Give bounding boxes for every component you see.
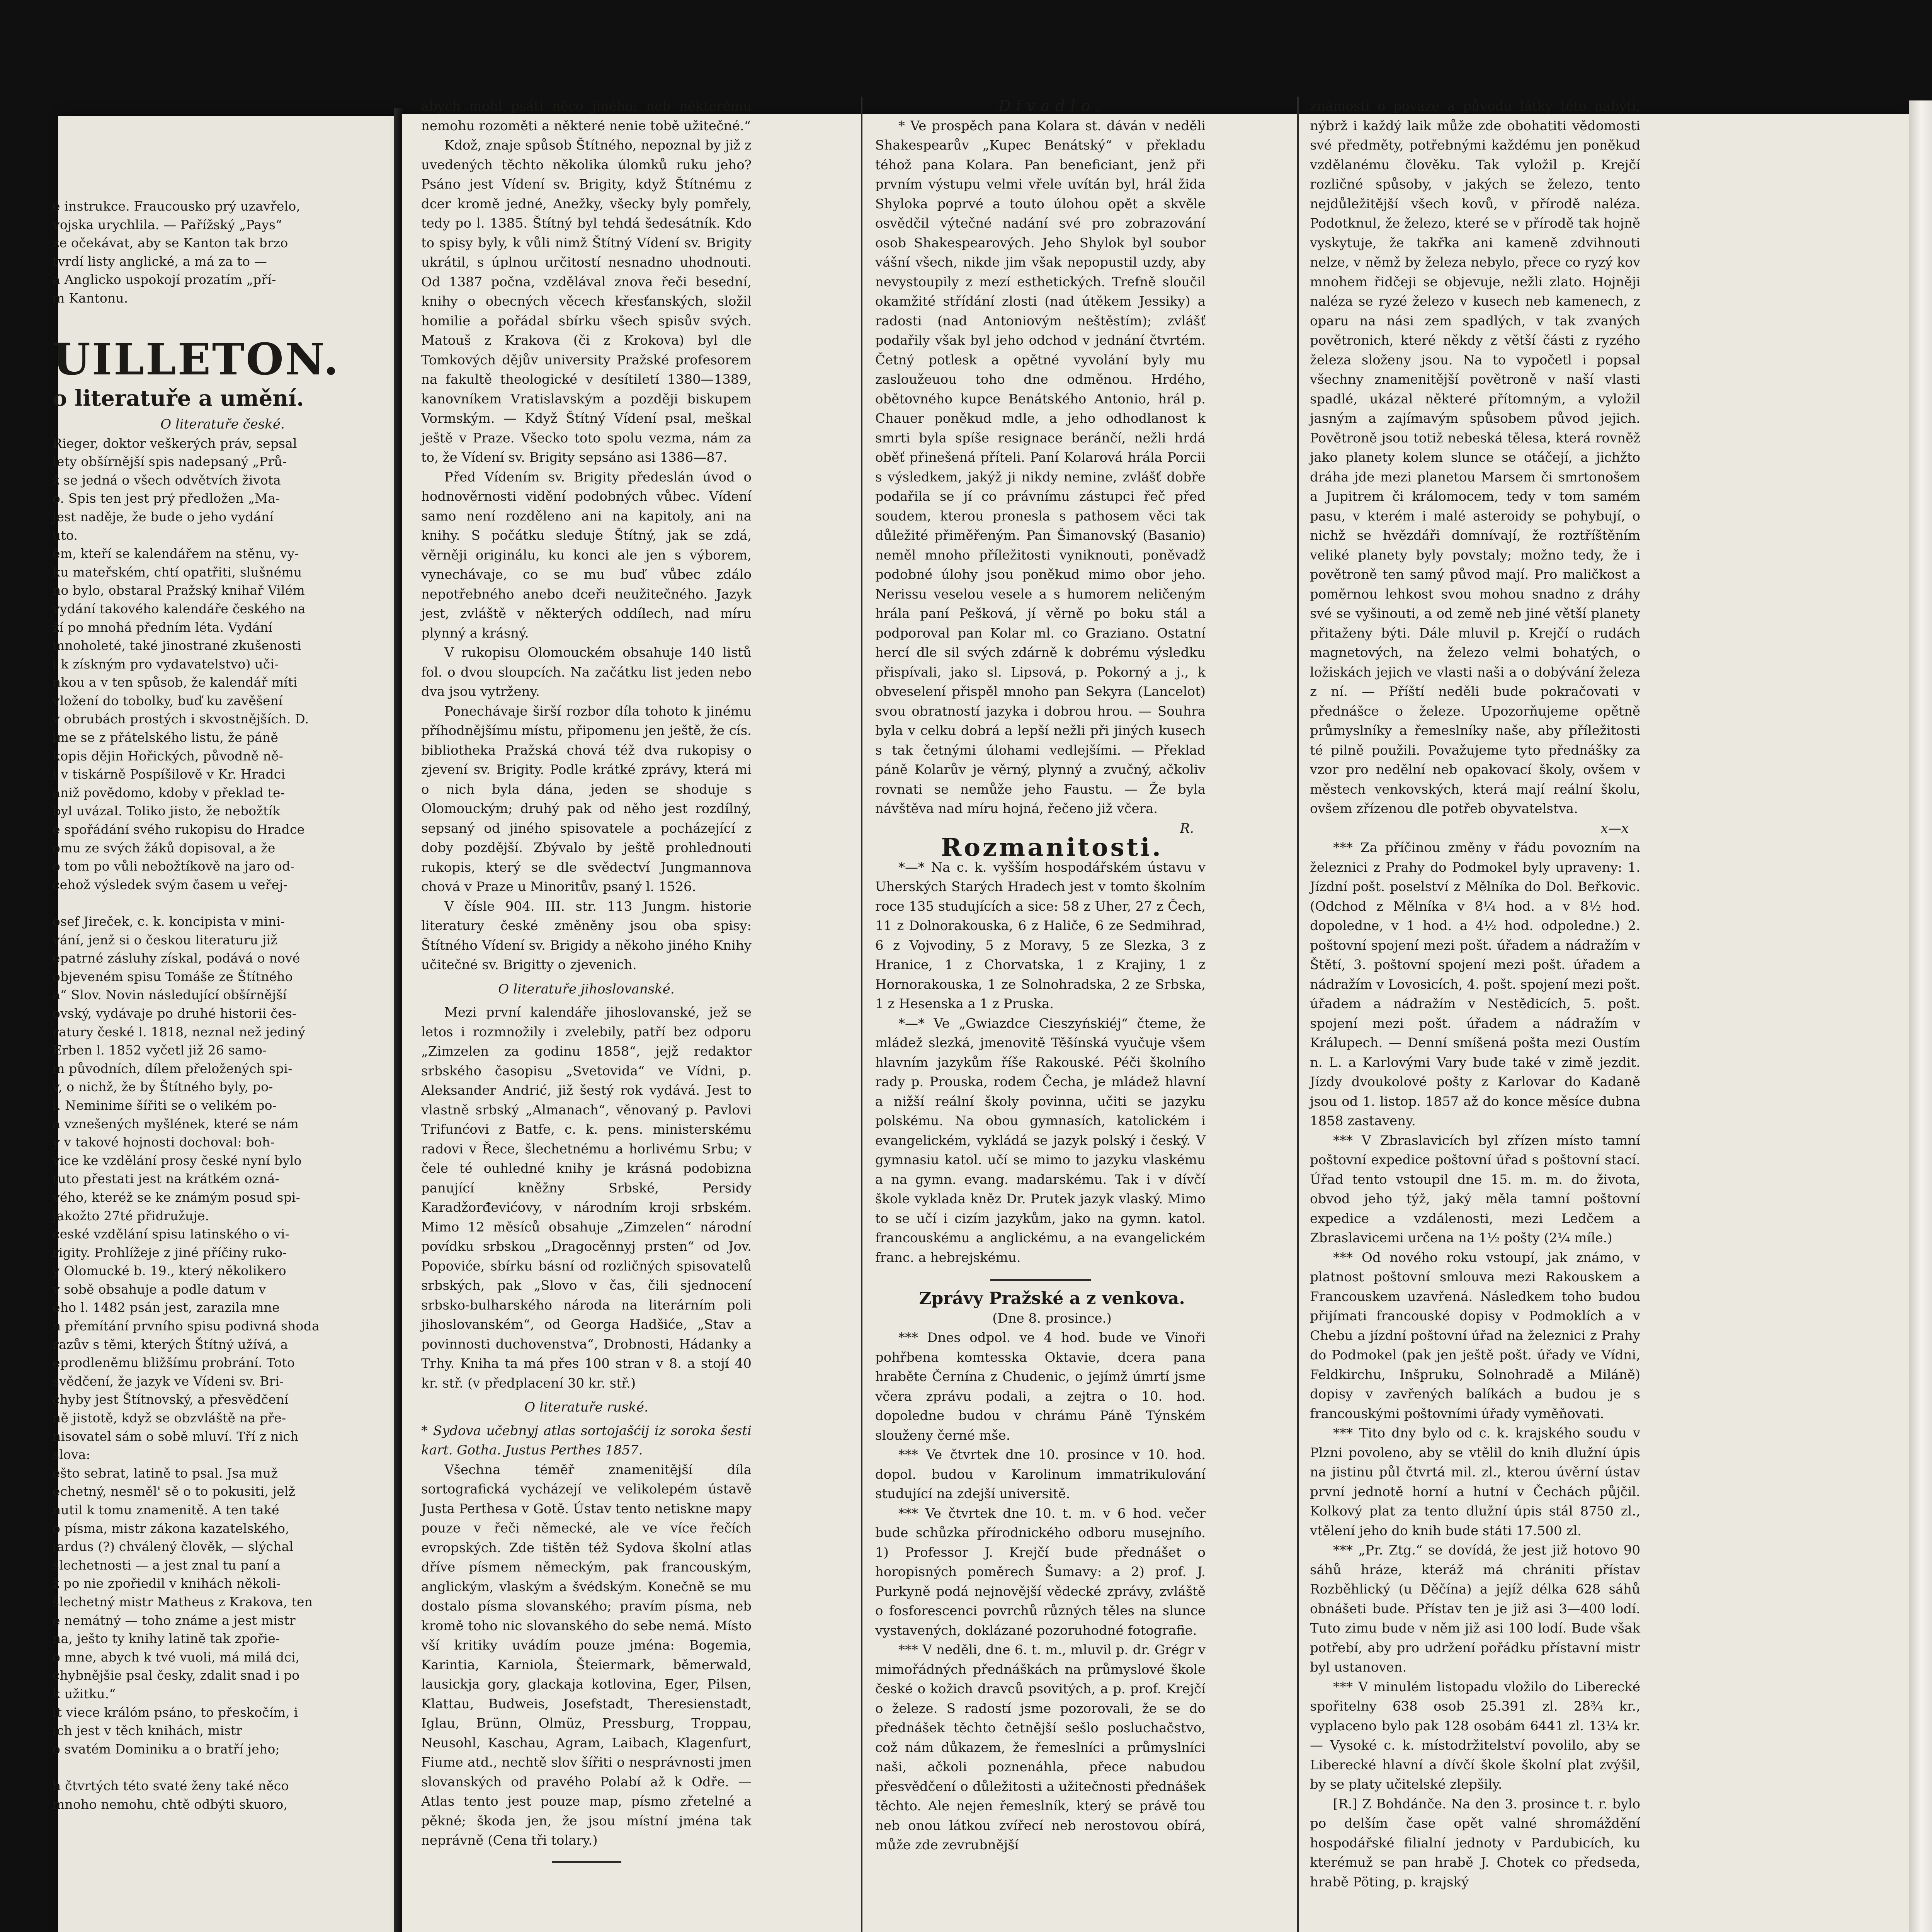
- text-line: rigity. Prohlížeje z jiné příčiny ruko-: [53, 1245, 287, 1260]
- text-line: tuto přestati jest na krátkém ozná-: [53, 1171, 279, 1187]
- text-line: a“ Slov. Novin následující obšírnější: [53, 987, 287, 1003]
- text-line: osef Jireček, c. k. koncipista v mini-: [53, 914, 285, 929]
- text-line: vydání takového kalendáře českého na: [53, 601, 306, 616]
- text-line: české vzdělání spisu latinského o vi-: [53, 1226, 289, 1242]
- text-line: y Olomucké b. 19., který několikero: [53, 1263, 286, 1279]
- text-line: [53, 1758, 393, 1777]
- paragraph: *** Ve čtvrtek dne 10. prosince v 10. hod. dopol. budou v Karolinum immatrikulování studující na zdejší universitě.: [875, 1447, 1206, 1502]
- paragraph: známosti o povaze a původu látky této nabýti, nýbrž i každý laik může zde obohatiti vědomosti své předměty, potřebnými každému jen poněkud vzdělanému člověku. Tak vyložil p. Krejčí rozličné spůsoby, v jakých se železo, tento nejdůležitější všech kovů, v přírodě naléza. Podotknul, že železo, které se v přírodě tak hojně vyskytuje, že takřka ani kameně zdvihnouti nelze, v němž by železa nebylo, přece co ryzý kov mnohem řidčeji se objevuje, nežli zlato. Hojněji naléza se ryzé železo v kusech neb kamenech, z oparu na nási zem spadlých, v tak zvaných povětronich, které někdy z větší části z ryzého železa složeny jsou. Na to vypočetl i popsal všechny znamenitější povětroně v naší vlasti spadlé, ukázal některé přítomným, a vyložil jasným a zajímavým spůsobem původ jejich. Povětroně jsou totiž nebeská tělesa, která rovněž jako planety kolem slunce se otáčejí, a jichžto dráha jde mezi planetou Marsem či smrtonošem a Jupitrem či králomocem, tedy v tom samém pasu, v kterém i malé asteroidy se pohybují, o nichž se hvězdáři domnívají, že roztříštěním veliké planety byly povstaly; možno tedy, že i povětroně ten samý původ mají. Pro maličkost a poměrnou lehkost svou mohou snadno z dráhy své se vyšinouti, a od země neb jiné větší planety přitaženy býti. Dále mluvil p. Krejčí o rudách magnetových, na železo velmi bohatých, o ložiskách jejich ve vlasti naši a o dobývání železa z ní. — Příští neděli bude pokračovati v přednášce o železe. Upozorňujeme opětně průmyslníky a řemeslníky naše, aby příležitosti té pilně použili. Považujeme tyto přednášky za vzor pro nedělní neb opakovací školy, ovšem v městech venkovských, která mají reální školu, ovšem zřízenou dle potřeb obyvatelstva.: [1310, 99, 1640, 816]
- text-line: eprodleněmu bližšímu probrání. Toto: [53, 1355, 295, 1371]
- text-line: svědčení, že jazyk ve Vídeni sv. Bri-: [53, 1373, 284, 1389]
- paragraph: *** Od nového roku vstoupí, jak známo, v platnost poštovní smlouva mezi Rakouskem a Francouskem uzavřená. Následkem toho budou přijímati francouské dopisy v Podmoklích a v Chebu a jízdní poštovní úřad na železnici z Prahy do Podmokel (pak jen ještě pošt. úřady ve Vídni, Feldkirchu, Inšpruku, Solnohradě a Miláně) dopisy v zavřených balíkách a budou je s francouskými poštovními úřady vyměňovati.: [1310, 1250, 1640, 1422]
- text-line: a Anglicko uspokojí prozatím „pří-: [53, 272, 276, 287]
- text-line: ratury české l. 1818, neznal než jediný: [53, 1024, 306, 1039]
- column-3-paragraphs: [1310, 97, 1640, 819]
- text-line: vého, kteréž se ke známým posud spi-: [53, 1189, 300, 1205]
- text-line: razův s těmi, kterých Štítný užívá, a: [53, 1337, 288, 1352]
- paragraph: *** Dnes odpol. ve 4 hod. bude ve Vinoři pohřbena komtesska Oktavie, dcera pana hraběte Černína z Chudenic, o jejímž úmrtí jsme včera zprávu podali, a zejtra o 10. hod. dopoledne budou v chrámu Páně Týnském slouženy černé mše.: [875, 1330, 1206, 1443]
- text-line: v, o nichž, že by Štítného byly, po-: [53, 1079, 273, 1095]
- text-line: lety obšírnější spis nadepsaný „Prů-: [53, 454, 287, 469]
- text-line: n přemítání prvního spisu podivná shoda: [53, 1318, 320, 1334]
- text-line: echetný, nesměl' sě o to pokusiti, jelž: [53, 1484, 296, 1499]
- paragraph: Před Vídením sv. Brigity předeslán úvod o hodnověrnosti vidění podobných vůbec. Vídení samo není rozděleno ani na kapitoly, ani na knihy. S počátku sleduje Štítný, jak se zdá, věrněji originálu, ku konci ale jen s výborem, vynechávaje, co se mu buď vůbec zdálo nepotřebného anebo dceři neužitečného. Jazyk jest, zvláště v některých oddílech, nad míru plynný a krásný.: [421, 469, 752, 641]
- text-line: m původních, dílem přeložených spi-: [53, 1061, 293, 1076]
- column-1-section-2: [421, 1003, 752, 1393]
- column-3-signature: x—x: [1600, 820, 1629, 836]
- paragraph: *** V Zbraslavicích byl zřízen místo tamní poštovní expedice poštovní úřad s poštovní stací. Úřad tento vstoupil dne 15. m. m. do života, obvod jeho týž, jaký měla tamní poštovní expedice a vzdálenosti, mezi Ledčem a Zbraslavicemi určena na 1½ pošty (2¼ míle.): [1310, 1133, 1640, 1246]
- left-page-text: [53, 197, 393, 1813]
- paragraph: * Ve prospěch pana Kolara st. dáván v neděli Shakespearův „Kupec Benátský“ v překladu téhož pana Kolara. Pan beneficiant, jenž při prvním výstupu velmi vřele uvítán byl, hrál žida Shyloka poprvé a touto úlohou opět a skvěle osvědčil výtečné nadání své pro zobrazování osob Shakespearových. Jeho Shylok byl soubor vášní všech, nikde jim však nepopustil uzdy, aby nevystoupily z mezí esthetických. Trefně sloučil okamžité střídání zlosti (nad útěkem Jessiky) a radosti (nad Antoniovým neštěstím); zvlášť podařily však byl jeho odchod v jednání čtvrtém. Četný potlesk a opětné vyvolání byly mu zasloužeuou toho dne odměnou. Hrdého, obětovného kupce Benátského Antonio, hrál p. Chauer poněkud mdle, a jeho odhodlanost k smrti byla spíše resignace beránčí, nežli hrdá oběť přinešená příteli. Paní Kolarová hrála Porcii s výsledkem, jakýž ji nikdy nemine, zvlášť dobře podařila se jí co právnímu zástupci řeč před soudem, kterou pronesla s pathosem věci tak důležité přiměřeným. Pan Šimanovský (Basanio) neměl mnoho příležitosti vyniknouti, poněvadž podobné úlohy jsou poněkud mimo obor jeho. Nerissu veselou vesele a s humorem neličeným hrála paní Pešková, jí věrně po boku stál a podporoval pan Kolar ml. co Graziano. Ostatní hercí dle sil svých zdárně k dobrému výsledku přispívali, jako sl. Lipsová, p. Pokorný a j., k obveselení přispěl mnoho pan Sekyra (Lancelot) svou obratností jazyka i dobrou hrou. — Souhra byla v celku dobrá a lepší nežli při jiných kusech s tak četnými úlohami vedlejšími. — Překlad páně Kolarův je věrný, plynný a zvučný, ačkoliv rovnati se nemůže jeho Faustu. — Že byla návštěva nad míru hojná, řečeno již včera.: [875, 118, 1206, 816]
- column-rule: [1297, 97, 1299, 1932]
- feuilleton-subheading: o literatuře a umění.: [53, 385, 304, 411]
- rozmanitosti-heading: Rozmanitosti.: [941, 833, 1163, 862]
- text-line: kopis dějin Hořických, původně ně-: [53, 748, 283, 764]
- text-line: it viece králóm psáno, to přeskočím, i: [53, 1704, 298, 1720]
- column-1: [421, 97, 752, 1932]
- paragraph: abych mohl psáti něco jiného; neb některému nemohu rozoměti a některé nenie tobě užitečné.“: [421, 99, 752, 134]
- text-line: uto.: [53, 527, 78, 543]
- paragraph: *** „Pr. Ztg.“ se dovídá, že jest již hotovo 90 sáhů hráze, kteráž má chrániti přístav Rozběhlický (u Děčína) a jejíž délka 628 sáhů obnášeti bude. Přístav ten je již asi 3—400 lodí. Tuto zimu bude v něm již asi 100 lodí. Bude však potřebí, aby pro udržení pořádku přístavní mistr byl ustanoven.: [1310, 1543, 1640, 1675]
- text-line: ich jest v těch knihách, mistr: [53, 1723, 242, 1738]
- text-line: na, ješto ty knihy latině tak zpořie-: [53, 1631, 280, 1646]
- left-top-lines: [53, 197, 393, 308]
- paragraph: Mezi první kalendáře jihoslovanské, jež se letos i rozmnožily i zvelebily, patří bez odporu „Zimzelen za godinu 1858“, jejž redaktor srbského časopisu „Svetovida“ ve Vídni, p. Aleksander Andrić, již šestý rok vydává. Jest to vlastně srbský „Almanach“, věnovaný p. Pavlovi Trifunćovi z Batfe, c. k. pens. ministerskému radovi v Řece, šlechetnému a horlivému Srbu; v čele té ouhledné knihy je krásná podobizna panující kněžny Srbské, Persidy Karadžorđevićovy, v národním kroji srbském. Mimo 12 měsíců obsahuje „Zimzelen“ národní povídku srbskou „Dragocěnnyj prsten“ od Jov. Popoviće, sbírku básní od rozličných spisovatelů srbských, pak „Slovo v čas, čili sjednocení srbsko-bulharského národa na literárním poli jihoslovanském“, od Georga Hadšiće, „Stav a povinnosti duchovenstva“, Drobnosti, Hádanky a Trhy. Kniha ta má přes 100 stran v 8. a stojí 40 kr. stř. (v předplacení 30 kr. stř.): [421, 1005, 752, 1391]
- left-page-fragment: [53, 116, 394, 1932]
- text-line: jest naděje, že bude o jeho vydání: [53, 509, 274, 524]
- text-line: h čtvrtých této svaté ženy také něco: [53, 1778, 289, 1793]
- rozmanitosti-paragraphs: [875, 858, 1206, 1268]
- text-line: chybnějšie psal česky, zdalit snad i po: [53, 1668, 300, 1683]
- text-line: iardus (?) chválený člověk, — slýchal: [53, 1539, 294, 1554]
- column-1-paragraphs: [421, 97, 752, 975]
- divadlo-heading: Divadlo.: [998, 97, 1106, 115]
- text-line: i. Neminime šířiti se o velikém po-: [53, 1097, 277, 1113]
- text-line: o svatém Dominiku a o bratří jeho;: [53, 1741, 280, 1757]
- text-line: ého l. 1482 psán jest, zarazila mne: [53, 1300, 280, 1315]
- text-line: vojska urychlila. — Pařížský „Pays“: [53, 217, 282, 232]
- atlas-citation: * Sydova učebnyj atlas sortojašćij iz soroka šesti kart. Gotha. Justus Perthes 1857.: [421, 1423, 752, 1458]
- paragraph: Všechna téměř znamenitější díla sortografická vycházejí ve velikolepém ústavě Justa Perthesa v Gotě. Ústav tento netiskne mapy pouze v řeči německé, ale ve více řečích evropských. Zde tištěn též Sydova školní atlas dříve písmem německým, pak francouským, anglickým, vlaským a švédským. Konečně se mu dostalo písma slovanského; pravím písma, neb kromě toho nic slovanského do sebe nemá. Místo vší kritiky uvádím pouze jména: Bogemia, Karintia, Karniola, Šteiermark, běmerwald, lausickja gory, glackaja kotlovina, Eger, Pilsen, Klattau, Budweis, Josefstadt, Theresienstadt, Iglau, Brünn, Olmüz, Pressburg, Troppau, Neusohl, Kaschau, Agram, Laibach, Klagenfurt, Fiume atd., nechtě slov šířiti o nesprávnosti jmen slovanských od pravého Polabí až k Odře. — Atlas tento jest pouze map, písmo zřetelné a pěkné; škoda jen, že jsou místní jména tak neprávně (Cena tři tolary.): [421, 1462, 752, 1848]
- paragraph: *** V minulém listopadu vložilo do Liberecké spořitelny 638 osob 25.391 zl. 28¾ kr., vyplaceno bylo pak 128 osobám 6441 zl. 13¼ kr. — Vysoké c. k. místodržitelství povolilo, aby se Liberecké hlavní a dívčí škole školní plat zvýšil, by se platy učitelské zlepšily.: [1310, 1679, 1640, 1792]
- paragraph: Ponechávaje širší rozbor díla tohoto k jinému příhodnějšímu místu, připomenu jen ještě, že cís. bibliotheka Pražská chová též dva rukopisy o zjevení sv. Brigity. Podle krátké zprávy, která mi o nich byla dána, jeden se shoduje s Olomouckým; druhý pak od něho jest rozdílný, sepsaný od jiného spisovatele a pocházející z doby pozdější. Zbývalo by ještě prohlednouti rukopis, který se dle svědectví Jungmannova chová v Praze u Minoritův, psaný l. 1526.: [421, 703, 752, 895]
- zpravy-paragraphs: [875, 1328, 1206, 1855]
- text-line: a vznešených myšlének, které se nám: [53, 1116, 299, 1131]
- text-line: y v takové hojnosti dochoval: boh-: [53, 1134, 275, 1150]
- text-line: no bylo, obstaral Pražský knihař Vilém: [53, 583, 305, 598]
- divadlo-signature: R.: [1180, 820, 1194, 836]
- text-line: nkou a v ten spůsob, že kalendář míti: [53, 675, 298, 690]
- section-title-ruske: O literatuře ruské.: [524, 1400, 648, 1415]
- text-line: mnoholeté, také jinostrané zkušenosti: [53, 638, 301, 653]
- column-rule: [861, 97, 862, 1932]
- text-line: vice ke vzdělání prosy české nyní bylo: [53, 1153, 302, 1168]
- text-line: o mne, abych k tvé vuoli, má milá dci,: [53, 1649, 300, 1665]
- text-line: nutil k tomu znamenitě. A ten také: [53, 1502, 279, 1517]
- paragraph: *** V neděli, dne 6. t. m., mluvil p. dr. Grégr v mimořádných přednáškách na průmyslové škole české o kožich dravců psovitých, a p. prof. Krejčí o železe. S radostí jsme pozorovali, že se do přednášek těchto četnější sešlo posluchačstvo, což nám důkazem, že řemeslníci a průmyslníci naši, ačkoli poznenáhla, přece nabudou přesvědčení o důležitosti a užitečnosti přednášek těchto. Ale nejen řemeslník, který se právě tou neb onou látkou zvířecí neb nerostovou obírá, může zde zevrubnější: [875, 1642, 1206, 1853]
- text-line: tvrdí listy anglické, a má za to —: [53, 253, 267, 269]
- paragraph: [R.] Z Bohdánče. Na den 3. prosince t. r. bylo po delším čase opět valné shromáždění hospodářské filialní jednoty v Pardubicích, ku kterémuž se pan hrabě J. Chotek co předseda, hrabě Pöting, p. krajský: [1310, 1796, 1640, 1890]
- text-line: slova:: [53, 1447, 90, 1463]
- zpravy-heading: Zprávy Pražské a z venkova.: [919, 1289, 1185, 1308]
- text-line: i v tiskárně Pospíšilově v Kr. Hradci: [53, 767, 286, 782]
- paragraph: *** Za příčinou změny v řádu povozním na železnici z Prahy do Podmokel byly upraveny: 1. Jízdní pošt. poselství z Mělníka do Dol. Beřkovic. (Odchod z Mělníka v 8¼ hod. a v 8½ hod. dopoledne, v 1 hod. a 4½ hod. odpoledne.) 2. poštovní spojení mezi pošt. úřadem a nádražím v Štětí, 3. poštovní spojení mezi pošt. úřadem a nádražím v Lovosicích, 4. pošt. spojení mezi pošt. úřadem a nádražím v Nestědicích, 5. pošt. spojení mezi pošt. úřadem a nádražím v Králupech. — Denní smíšená pošta mezi Oustím n. L. a Karlovými Vary bude také v zimě jezdit. Jízdy dvoukolové pošty z Karlovar do Kadaně jsou od 1. listop. 1857 až do konce měsíce dubna 1858 zastaveny.: [1310, 840, 1640, 1129]
- section-rule: [990, 1279, 1091, 1281]
- text-line: ze očekávat, aby se Kanton tak brzo: [53, 235, 288, 251]
- paragraph: V rukopisu Olomouckém obsahuje 140 listů fol. o dvou sloupcích. Na začátku list jeden nebo dva jsou vytrženy.: [421, 645, 752, 699]
- text-line: byl uvázal. Toliko jisto, že nebožtík: [53, 803, 281, 819]
- text-line: o. Spis ten jest prý předložen „Ma-: [53, 491, 280, 506]
- text-line: ž po nie zpořiedil v knihách několi-: [53, 1576, 281, 1591]
- text-line: chyby jest Štítnovský, a přesvědčení: [53, 1392, 289, 1407]
- text-line: jakožto 27té přidružuje.: [53, 1208, 209, 1223]
- paragraph: *—* Na c. k. vyšším hospodářském ústavu v Uherských Starých Hradech jest v tomto školním roce 135 studujících a sice: 58 z Uher, 27 z Čech, 11 z Dolnorakouska, 6 z Haliče, 6 ze Sedmihrad, 6 z Vojvodiny, 5 z Moravy, 5 ze Slezka, 3 z Hranice, 1 z Chorvatska, 1 z Krajiny, 1 z Hornorakouska, 1 ze Solnohradska, 2 ze Srbska, 1 z Hesenska a 1 z Pruska.: [875, 859, 1206, 1012]
- text-line: é instrukce. Fraucousko prý uzavřelo,: [53, 199, 301, 214]
- left-body-lines: [53, 434, 393, 1814]
- text-line: ovský, vydávaje po druhé historii čes-: [53, 1005, 297, 1021]
- paragraph: V čísle 904. III. str. 113 Jungm. historie literatury české změněny jsou oba spisy: Štítného Vídení sv. Brigidy a někoho jiného Knihy učitečné sv. Brigitty o zjevenich.: [421, 898, 752, 973]
- text-line: [53, 894, 393, 912]
- text-line: šlechetný mistr Matheus z Krakova, ten: [53, 1594, 313, 1609]
- text-line: ž se jedná o všech odvětvích života: [53, 472, 281, 488]
- text-line: o tom po vůli nebožtíkově na jaro od-: [53, 859, 295, 874]
- column-3: [1310, 97, 1640, 1932]
- end-rule: [552, 1861, 621, 1863]
- column-1-section-3: [421, 1460, 752, 1850]
- text-line: o písma, mistr zákona kazatelského,: [53, 1520, 289, 1536]
- text-line: ží po mnohá předním léta. Vydání: [53, 619, 273, 635]
- zpravy-date: (Dne 8. prosince.): [992, 1310, 1112, 1326]
- text-line: Rieger, doktor veškerých práv, sepsal: [53, 435, 297, 451]
- text-line: m Kantonu.: [53, 290, 128, 306]
- paragraph: *** Ve čtvrtek dne 10. t. m. v 6 hod. večer bude schůzka přírodnického odboru musejního. 1) Professor J. Krejčí bude přednášet o horopisných poměrech Šumavy: a 2) prof. J. Purkyně podá nejnovější vědecké zprávy, zvláště o fosforescenci povrchů různých těles na slunce vystavených, doklázané pozoruhodné fotografie.: [875, 1505, 1206, 1638]
- text-line: v sobě obsahuje a podle datum v: [53, 1281, 266, 1297]
- paragraph: *—* Ve „Gwiazdce Cieszyńskiéj“ čteme, že mládež slezká, jmenovitě Těšínská vyučuje všem hlavním jazykům říše Rakouské. Péči školního rady p. Prouska, rodem Čecha, je mládež hlavní a nižší reální školy povinna, učiti se jazyku polskému. Na obou gymnasích, katolickém i evangelickém, vykládá se jazyk polský i český. V gymnasiu katol. učí se mimo to jazyku vlaskému a na gymn. evang. madarskému. Tak i v dívčí škole vyklada kněz Dr. Prutek jazyk vlaský. Mimo to se učí i cizím jazykům, jako na gymn. katol. francouskému a anglickému, a na evangelickém franc. a hebrejskému.: [875, 1015, 1206, 1265]
- text-line: ime se z přátelského listu, že páně: [53, 730, 279, 745]
- text-line: vložení do tobolky, buď ku zavěšení: [53, 693, 283, 708]
- text-line: k užitku.“: [53, 1686, 116, 1701]
- text-line: objeveném spisu Tomáše ze Štítného: [53, 969, 293, 984]
- text-line: nisovatel sám o sobě mluví. Tří z nich: [53, 1429, 299, 1444]
- feuilleton-section-title: O literatuře české.: [160, 416, 285, 432]
- text-line: e spořádání svého rukopisu do Hradce: [53, 822, 305, 837]
- page-edge: [1909, 100, 1932, 1932]
- text-line: šlechetnosti — a jest znal tu paní a: [53, 1557, 281, 1573]
- section-title-jihoslovanske: O literatuře jihoslovanské.: [498, 981, 675, 997]
- text-line: vání, jenž si o českou literaturu již: [53, 932, 277, 947]
- text-line: ku mateřském, chtí opatřiti, slušnému: [53, 564, 302, 580]
- column-2: [875, 97, 1206, 1932]
- divadlo-paragraphs: [875, 116, 1206, 819]
- text-line: e nemátný — toho známe a jest mistr: [53, 1612, 296, 1628]
- text-line: i k získným pro vydavatelstvo) uči-: [53, 656, 279, 672]
- text-line: mnoho nemohu, chtě odbýti skuoro,: [53, 1796, 288, 1812]
- text-line: ěm, kteří se kalendářem na stěnu, vy-: [53, 546, 299, 561]
- text-line: Erben l. 1852 vyčetl již 26 samo-: [53, 1043, 267, 1058]
- column-3-paragraphs-2: [1310, 838, 1640, 1892]
- paragraph: *** Tito dny bylo od c. k. krajského soudu v Plzni povoleno, aby se vtělil do knih dlužní úpis na jistinu půl čtvrtá mil. zl., kterou úvěrní ústav první jednotě horní a hutní v Čechách půjčil. Kolkový plat za tento dlužní úpis stál 8750 zl., vtělení jeho do knih bude státi 17.500 zl.: [1310, 1425, 1640, 1539]
- text-line: ešto sebrat, latině to psal. Jsa muž: [53, 1465, 278, 1481]
- text-line: omu ze svých žáků dopisoval, a že: [53, 840, 276, 855]
- text-line: ně jistotě, když se obzvláště na pře-: [53, 1410, 286, 1426]
- text-line: v obrubách prostých i skvostnějších. D.: [53, 711, 309, 727]
- feuilleton-heading: UILLETON.: [53, 334, 340, 385]
- text-line: epatrné zásluhy získal, podává o nové: [53, 951, 300, 966]
- paragraph: Kdož, znaje spůsob Štítného, nepoznal by již z uvedených těchto několika úlomků ruku jeho? Psáno jest Vídení sv. Brigity, když Štítnému z dcer kromě jedné, Anežky, všecky byly pomřely, tedy po l. 1385. Štítný byl tehdá šedesátník. Kdo to spisy byly, k vůli nimž Štítný Vídení sv. Brigity ukrátil, s úplnou určitostí nesnadno uhodnouti. Od 1387 počna, vzdělával znova řeči besední, knihy o obecných věcech křesťanských, složil homilie a pořádal sbírku všech spisův svých. Matouš z Krakova (či z Krokova) byl dle Tomkových dějův university Pražské profesorem na fakultě theologické v desítiletí 1380—1389, kanovníkem Vratislavským a později biskupem Vormským. — Když Štítný Vídení psal, meškal ještě v Praze. Všecko toto spolu vezma, nám za to, že Vídení sv. Brigity sepsáno asi 1386—87.: [421, 138, 752, 465]
- text-line: aniž povědomo, kdoby v překlad te-: [53, 785, 285, 800]
- text-line: čehož výsledek svým časem u veřej-: [53, 877, 288, 892]
